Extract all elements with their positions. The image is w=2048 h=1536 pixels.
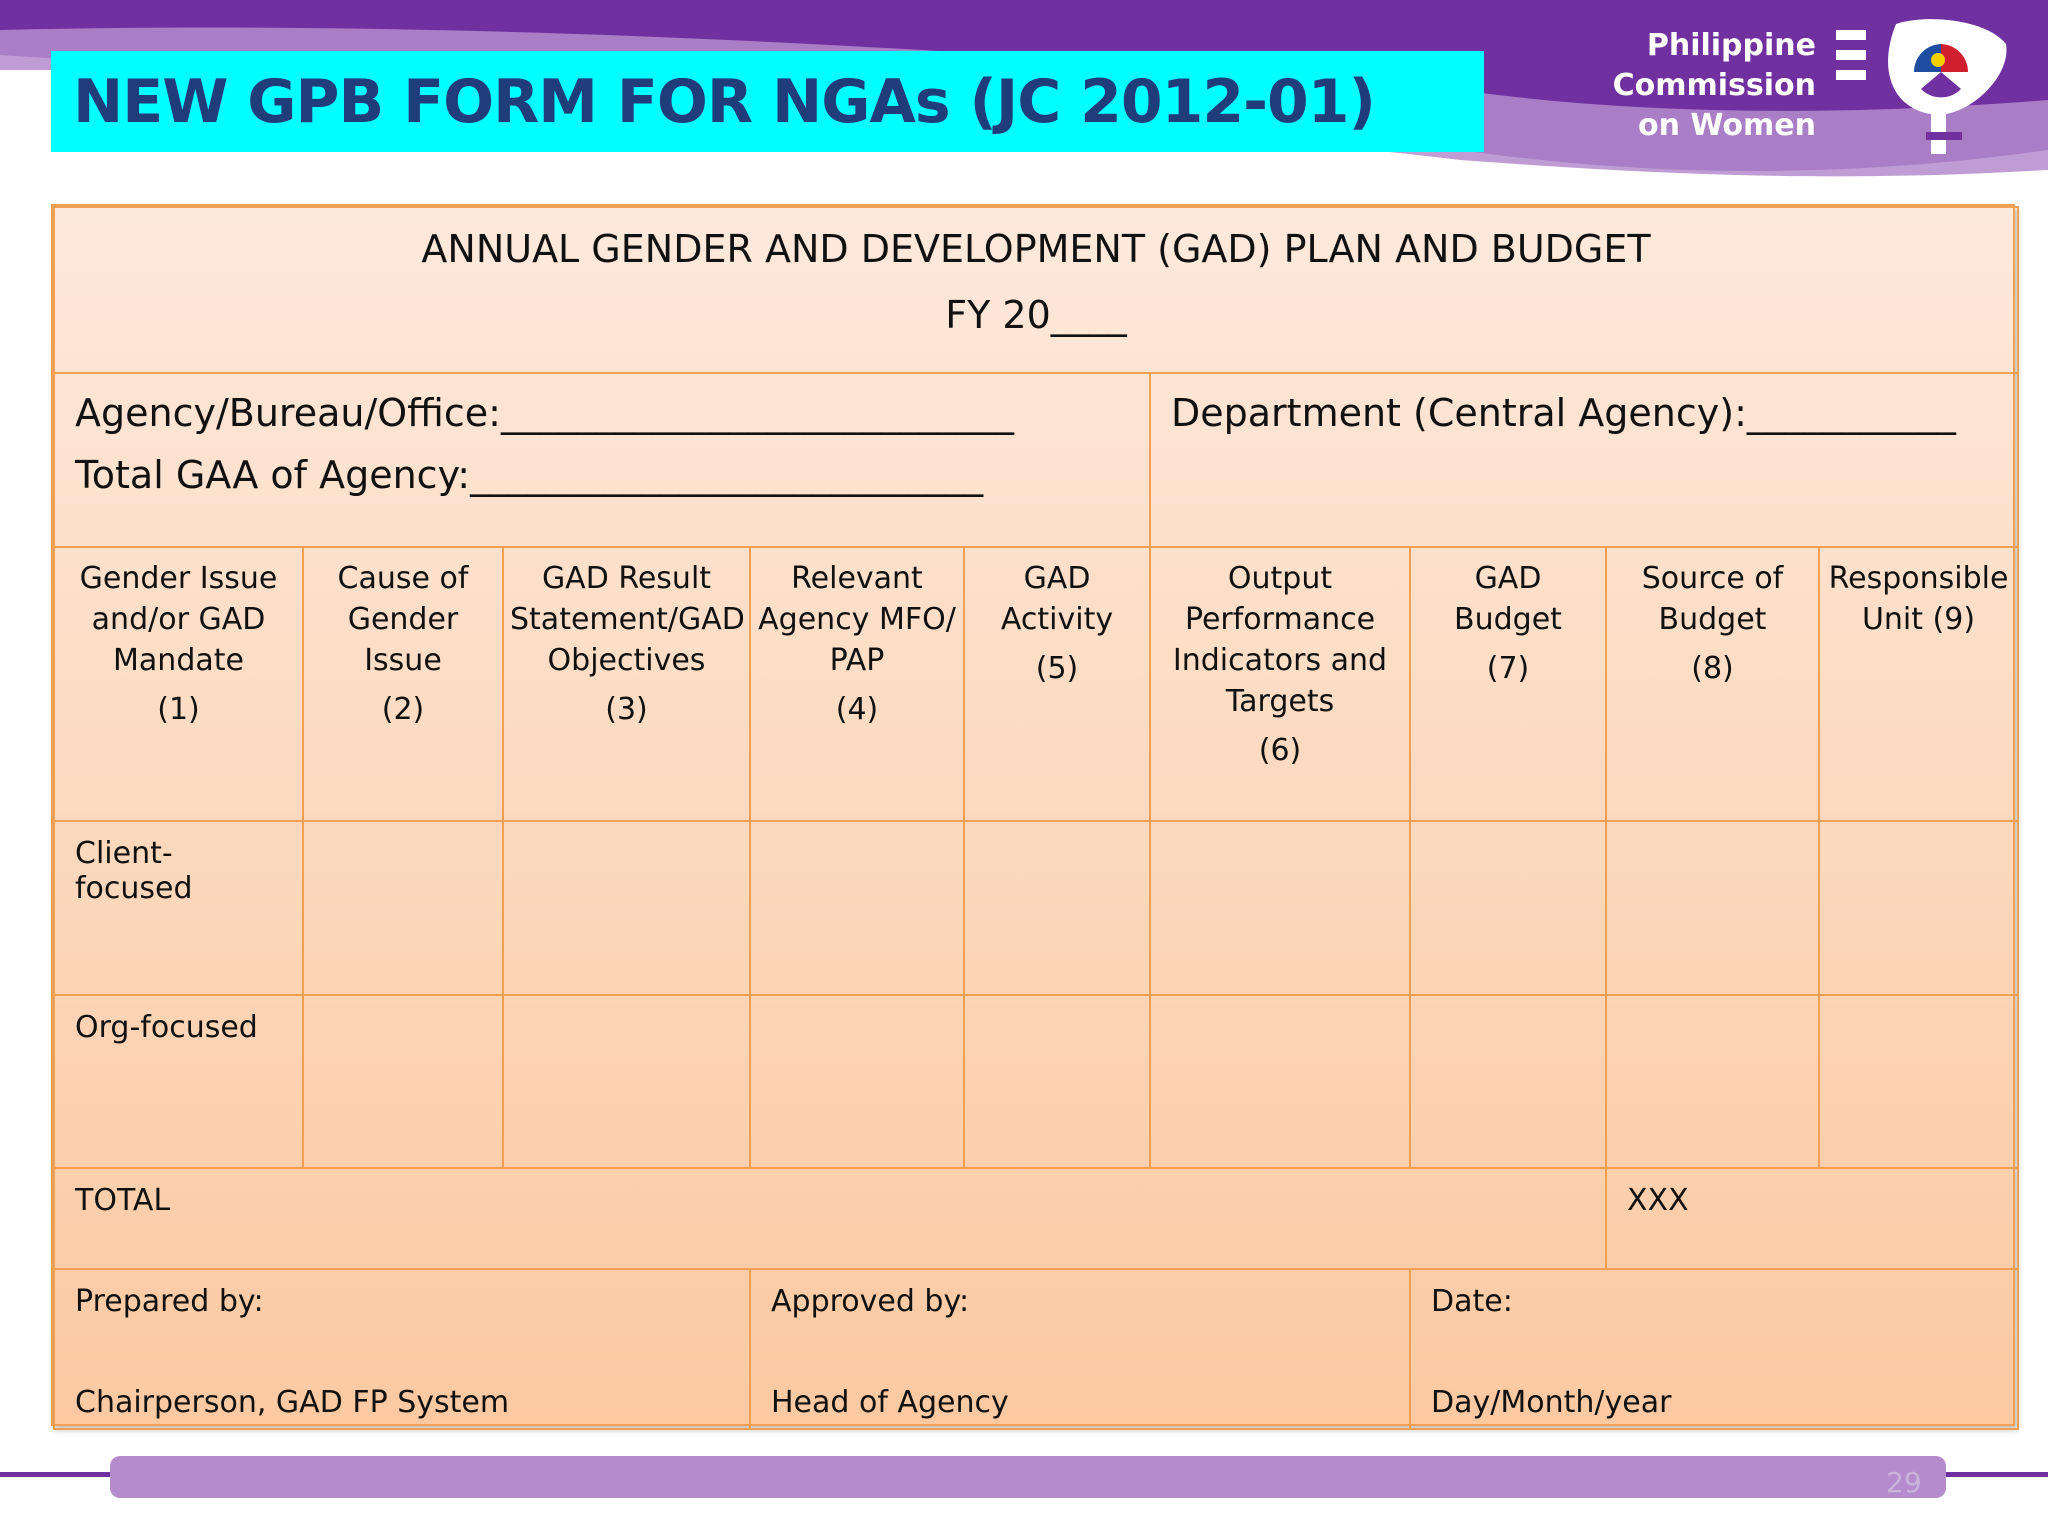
form-title — [54, 207, 2018, 373]
form-table — [53, 206, 2019, 1430]
column-header-label: GAD Budget — [1454, 561, 1562, 637]
column-header — [750, 547, 964, 821]
column-header — [964, 547, 1150, 821]
form-cell[interactable] — [1606, 995, 1819, 1168]
agency-bureau-office-field[interactable]: Agency/Bureau/Office:___________________________ — [75, 391, 1014, 435]
form-cell[interactable] — [1410, 821, 1606, 995]
form-title-line: ANNUAL GENDER AND DEVELOPMENT (GAD) PLAN AND BUDGET — [421, 227, 1651, 271]
form-cell[interactable] — [503, 821, 750, 995]
column-header — [503, 547, 750, 821]
form-cell[interactable] — [750, 995, 964, 1168]
column-number: (2) — [381, 692, 425, 727]
prepared-by-label: Prepared by: — [75, 1284, 264, 1319]
gad-plan-budget-form — [51, 204, 2015, 1426]
slide-title-banner — [51, 51, 1484, 152]
column-number: (1) — [157, 692, 200, 727]
column-header — [1606, 547, 1819, 821]
form-cell[interactable] — [1410, 995, 1606, 1168]
date-label: Date: — [1431, 1284, 1513, 1319]
column-header — [1410, 547, 1606, 821]
column-header-label: Source of Budget — [1641, 561, 1784, 637]
column-number: (4) — [835, 692, 879, 727]
column-header-label: Gender Issue and/or GAD Mandate — [79, 561, 278, 678]
column-header-label: GAD Activity — [1000, 561, 1114, 637]
column-number: (8) — [1691, 651, 1734, 686]
column-number: (6) — [1258, 733, 1302, 768]
approved-by-block[interactable] — [750, 1269, 1410, 1429]
prepared-by-role: Chairperson, GAD FP System — [75, 1385, 510, 1420]
form-cell[interactable] — [303, 995, 503, 1168]
date-block[interactable] — [1410, 1269, 2018, 1429]
column-header-label: Responsible Unit (9) — [1828, 561, 2009, 637]
column-header-label: Cause of Gender Issue — [337, 561, 469, 678]
pcw-logo-icon — [1836, 14, 2012, 162]
page-number: 29 — [1886, 1466, 1922, 1499]
form-cell[interactable] — [750, 821, 964, 995]
column-header-label: Relevant Agency MFO/ PAP — [758, 561, 956, 678]
form-cell[interactable] — [1819, 995, 2018, 1168]
row-label-org-focused: Org-focused — [54, 995, 303, 1168]
form-cell[interactable] — [1606, 821, 1819, 995]
footer-bar — [110, 1456, 1946, 1498]
organization-name — [1613, 26, 1816, 146]
organization-name-line: on Women — [1637, 108, 1816, 143]
agency-info — [54, 373, 1150, 547]
column-number: (3) — [605, 692, 648, 727]
form-cell[interactable] — [964, 821, 1150, 995]
column-header — [1150, 547, 1410, 821]
column-header — [54, 547, 303, 821]
fiscal-year-field[interactable]: FY 20____ — [945, 293, 1127, 337]
department-field[interactable]: Department (Central Agency):___________ — [1171, 391, 1956, 435]
column-number: (7) — [1486, 651, 1530, 686]
date-format: Day/Month/year — [1431, 1385, 1672, 1420]
column-header — [303, 547, 503, 821]
organization-name-line: Commission — [1612, 68, 1816, 103]
form-cell[interactable] — [1150, 821, 1410, 995]
total-value: XXX — [1606, 1168, 2018, 1269]
column-header-label: Output Performance Indicators and Targets — [1172, 561, 1388, 719]
row-label-client-focused: Client-focused — [54, 821, 303, 995]
approved-by-role: Head of Agency — [771, 1385, 1009, 1420]
approved-by-label: Approved by: — [771, 1284, 970, 1319]
total-label: TOTAL — [54, 1168, 1606, 1269]
prepared-by-block[interactable] — [54, 1269, 750, 1429]
column-header-label: GAD Result Statement/GAD Objectives — [510, 561, 745, 678]
form-cell[interactable] — [503, 995, 750, 1168]
column-header — [1819, 547, 2018, 821]
form-cell[interactable] — [964, 995, 1150, 1168]
total-gaa-field[interactable]: Total GAA of Agency:___________________________ — [75, 453, 984, 497]
form-cell[interactable] — [303, 821, 503, 995]
form-cell[interactable] — [1150, 995, 1410, 1168]
department-info — [1150, 373, 2018, 547]
organization-name-line: Philippine — [1646, 28, 1816, 63]
form-cell[interactable] — [1819, 821, 2018, 995]
column-number: (5) — [1035, 651, 1079, 686]
slide-title: NEW GPB FORM FOR NGAs (JC 2012-01) — [73, 66, 1375, 137]
